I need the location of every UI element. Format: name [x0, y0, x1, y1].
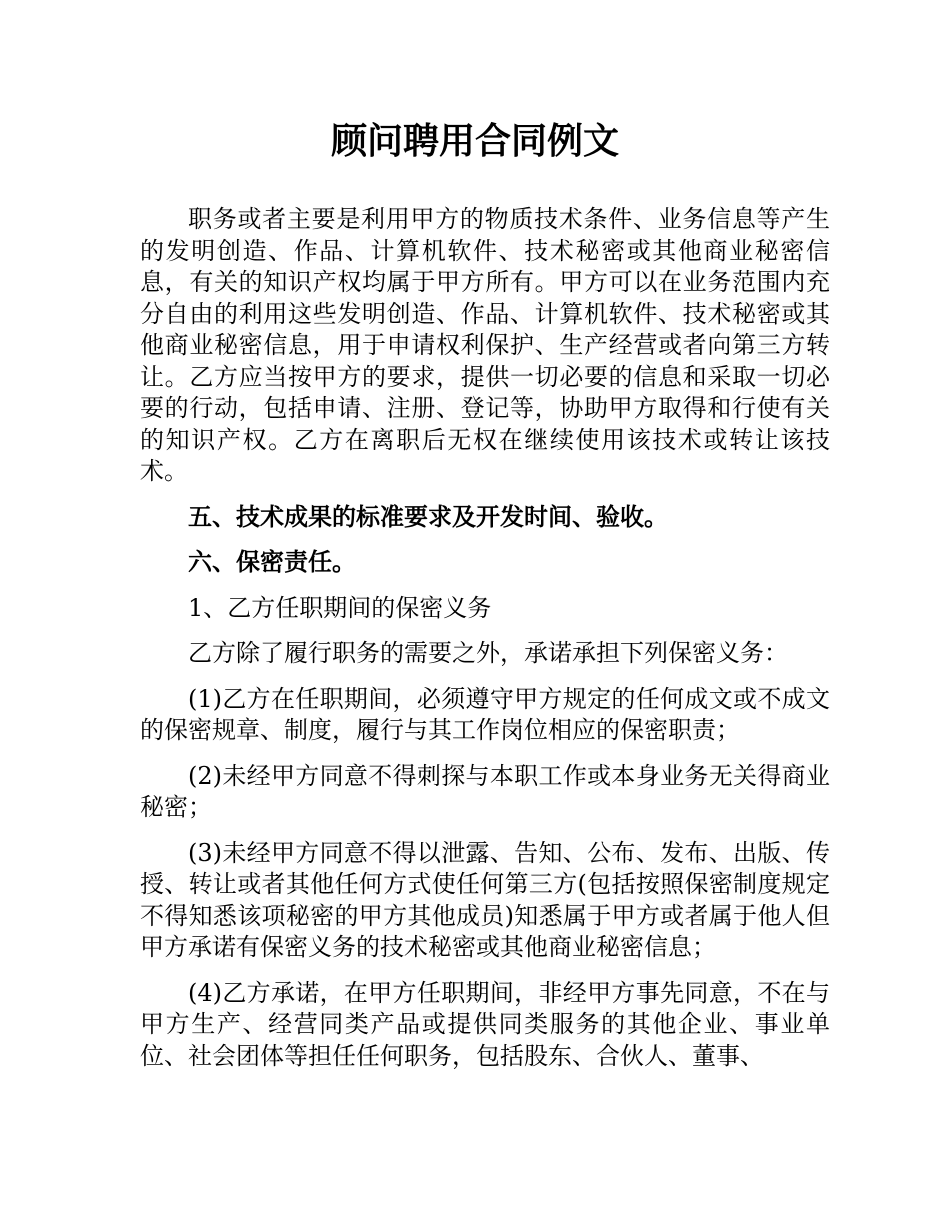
section-heading-6: 六、保密责任。 [188, 548, 356, 576]
paragraph-item-1: (1)乙方在任职期间，必须遵守甲方规定的任何成文或不成文的保密规章、制度，履行与其工作岗位相应的保密职责； [140, 684, 830, 744]
subsection-heading-1: 1、乙方任职期间的保密义务 [188, 593, 492, 622]
paragraph-obligations-intro: 乙方除了履行职务的需要之外，承诺承担下列保密义务： [188, 639, 788, 667]
section-heading-5: 五、技术成果的标准要求及开发时间、验收。 [188, 502, 668, 531]
document-title: 顾问聘用合同例文 [330, 121, 619, 162]
document-body [140, 204, 830, 1086]
paragraph-item-2: (2)未经甲方同意不得刺探与本职工作或本身业务无关得商业秘密； [140, 761, 830, 821]
paragraph-item-4: (4)乙方承诺，在甲方任职期间，非经甲方事先同意，不在与甲方生产、经营同类产品或提供同类服务的其他企业、事业单位、社会团体等担任任何职务，包括股东、合伙人、董事、 [140, 978, 830, 1070]
paragraph-ip-ownership: 职务或者主要是利用甲方的物质技术条件、业务信息等产生的发明创造、作品、计算机软件、技术秘密或其他商业秘密信息，有关的知识产权均属于甲方所有。甲方可以在业务范围内充分自由的利用这些发明创造、作品、计算机软件、技术秘密或其他商业秘密信息，用于申请权利保护、生产经营或者向第三方转让。乙方应当按甲方的要求，提供一切必要的信息和采取一切必要的行动，包括申请、注册、登记等，协助甲方取得和行使有关的知识产权。乙方在离职后无权在继续使用该技术或转让该技术。 [140, 205, 830, 485]
paragraph-item-3: (3)未经甲方同意不得以泄露、告知、公布、发布、出版、传授、转让或者其他任何方式使任何第三方(包括按照保密制度规定不得知悉该项秘密的甲方其他成员)知悉属于甲方或者属于他人但甲方承诺有保密义务的技术秘密或其他商业秘密信息； [140, 838, 830, 961]
